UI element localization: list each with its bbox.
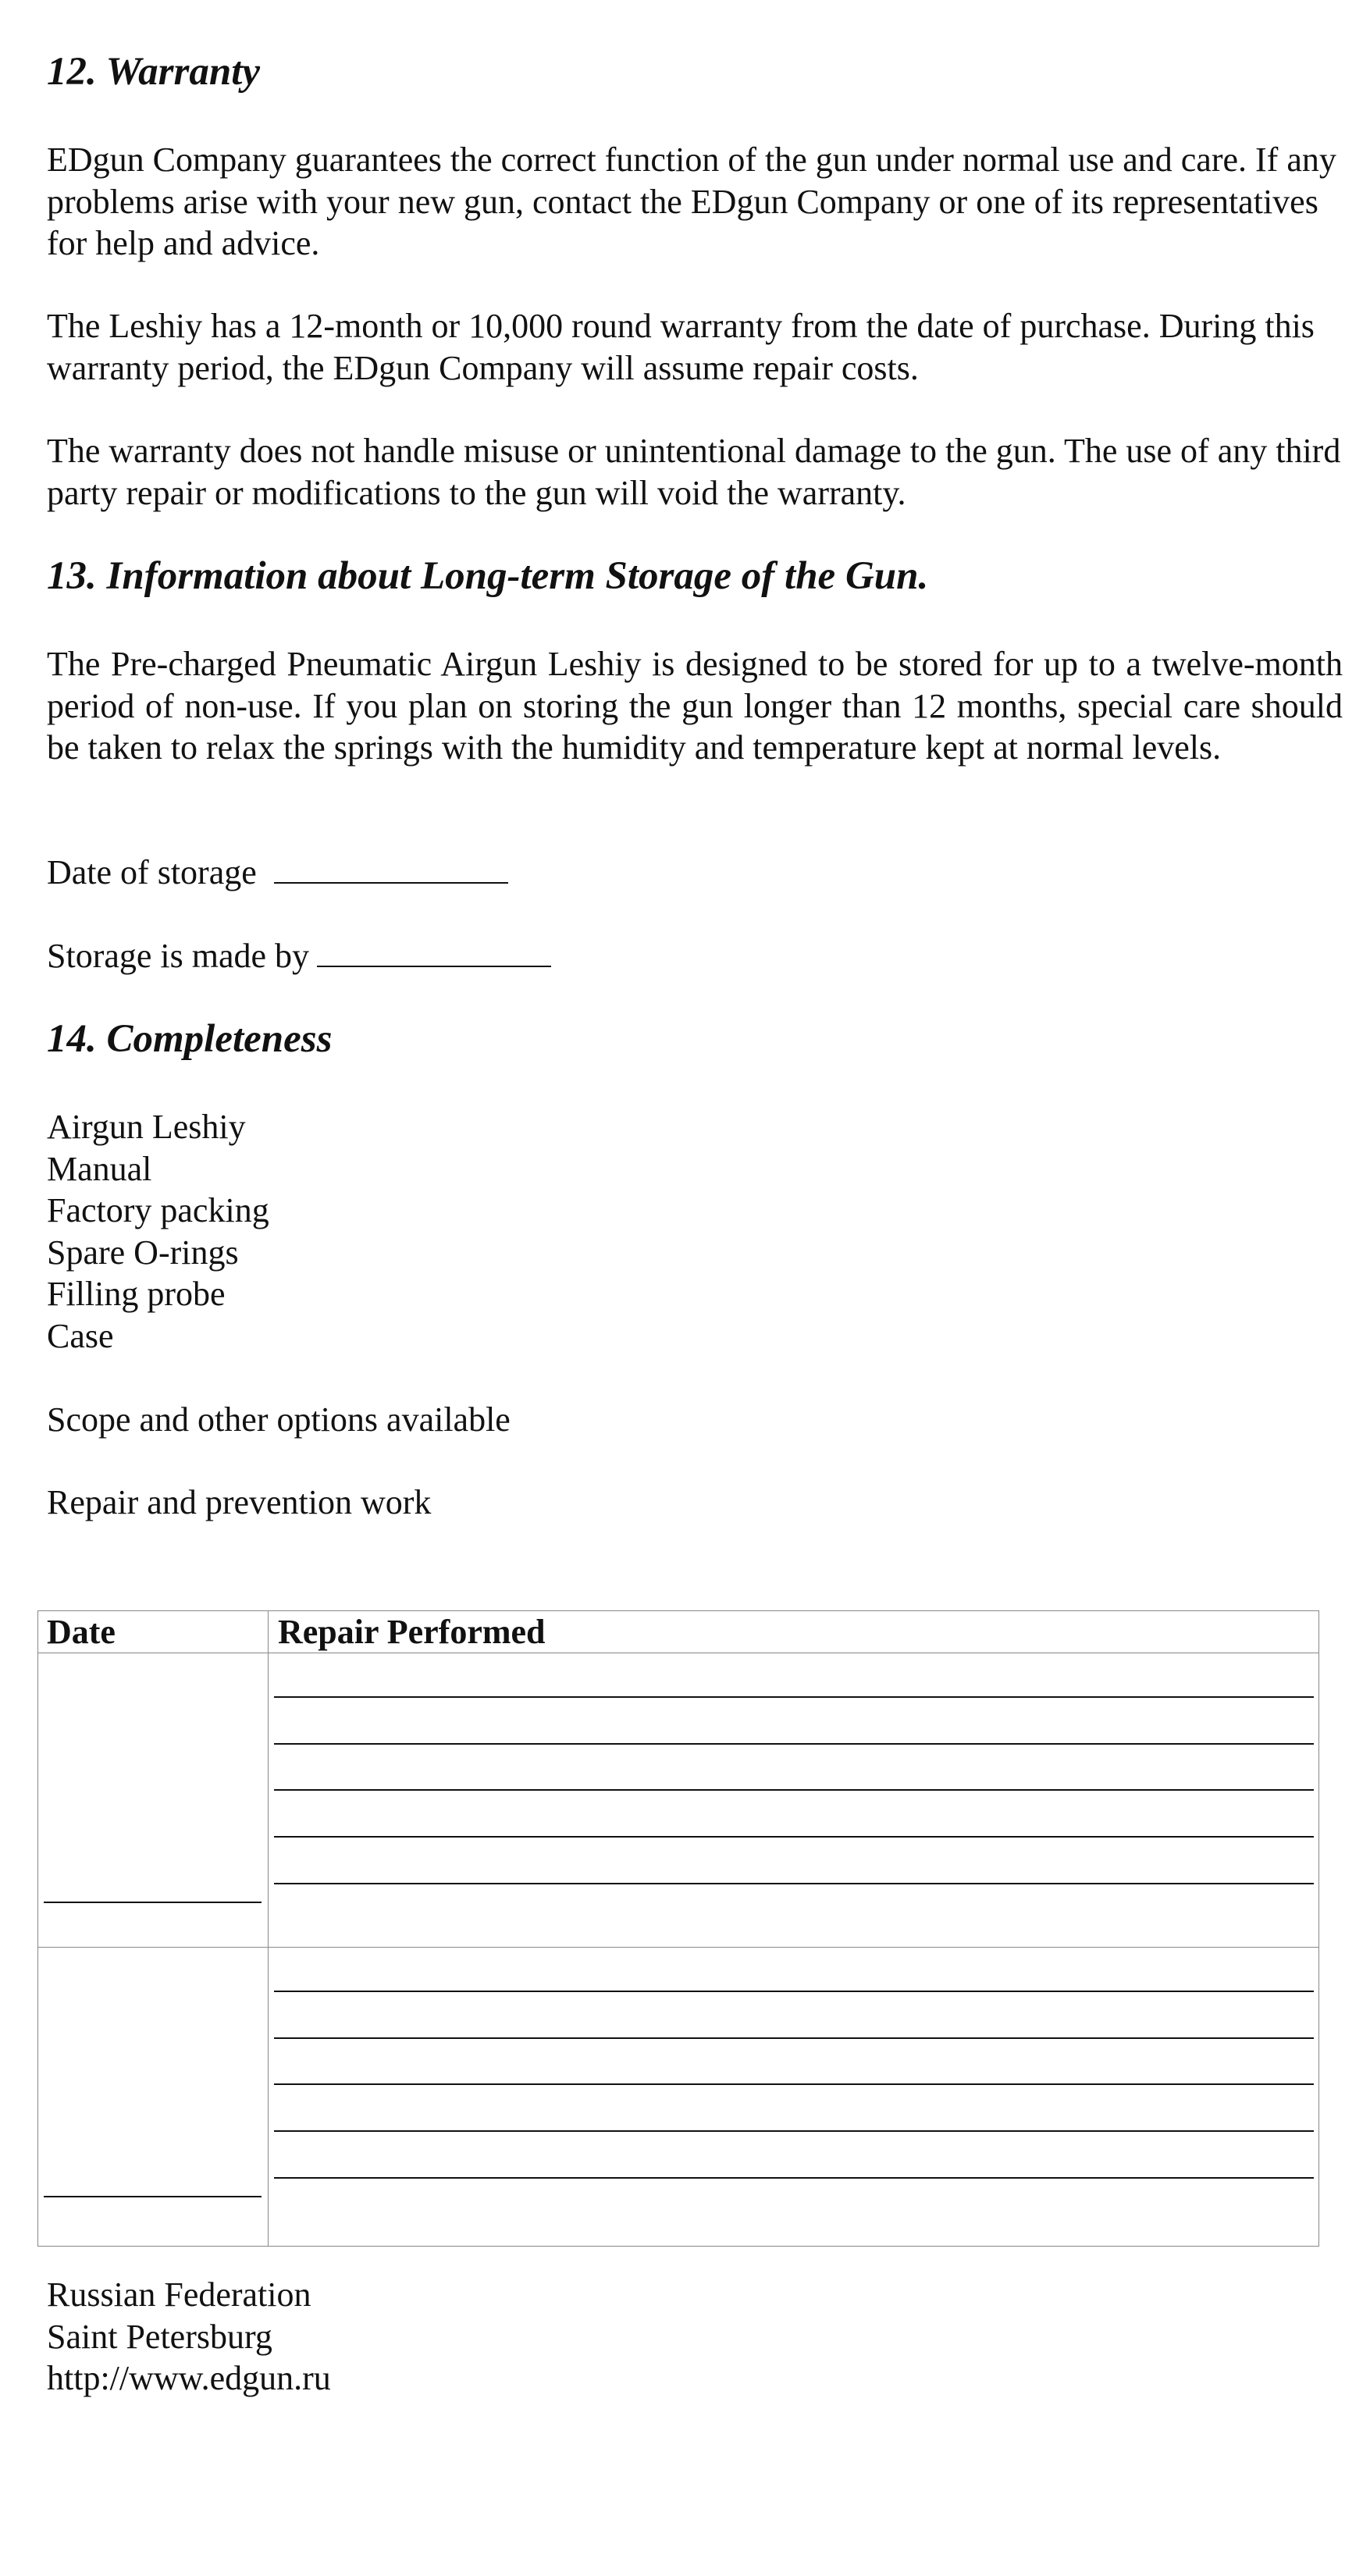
column-header-repair: Repair Performed — [278, 1613, 546, 1651]
repair-line[interactable] — [274, 1991, 1314, 1992]
repair-line[interactable] — [274, 1696, 1314, 1698]
storage-date-label: Date of storage — [47, 853, 257, 891]
options-note: Scope and other options available — [47, 1400, 511, 1439]
storage-made-by-blank — [317, 966, 551, 967]
storage-date-row — [47, 852, 508, 894]
repair-line[interactable] — [274, 2177, 1314, 2179]
section-heading-storage: 13. Information about Long-term Storage of the Gun. — [47, 554, 929, 598]
repair-note: Repair and prevention work — [47, 1483, 432, 1521]
warranty-paragraph-3: The warranty does not handle misuse or unintentional damage to the gun. The use of any third party repair or modifications to the gun will void the warranty. — [47, 432, 1341, 512]
section-heading-completeness: 14. Completeness — [47, 1017, 333, 1061]
list-item: Manual — [47, 1149, 152, 1188]
storage-made-by-label: Storage is made by — [47, 937, 310, 975]
storage-made-by-row — [47, 935, 551, 977]
list-item: Case — [47, 1316, 114, 1355]
repair-table — [37, 1610, 1319, 2247]
list-item: Factory packing — [47, 1191, 269, 1229]
warranty-paragraph-2: The Leshiy has a 12-month or 10,000 round warranty from the date of purchase. During this warranty period, the EDgun Company will assume repair costs. — [47, 307, 1315, 387]
completeness-list — [47, 1106, 269, 1357]
storage-paragraph: The Pre-charged Pneumatic Airgun Leshiy is designed to be stored for up to a twelve-month period of non-use. If you plan on storing the gun longer than 12 months, special care should be taken to relax the springs with the humidity and temperature kept at normal levels. — [47, 645, 1343, 767]
repair-line[interactable] — [274, 2130, 1314, 2132]
column-header-date: Date — [47, 1613, 116, 1651]
repair-line[interactable] — [274, 1789, 1314, 1791]
row-divider — [38, 1947, 1318, 1948]
column-divider — [268, 1611, 269, 2246]
repair-line[interactable] — [274, 1836, 1314, 1838]
footer-country: Russian Federation — [47, 2275, 311, 2314]
repair-line[interactable] — [274, 2083, 1314, 2085]
list-item: Airgun Leshiy — [47, 1108, 246, 1146]
date-blank[interactable] — [44, 1902, 262, 1903]
section-heading-warranty: 12. Warranty — [47, 50, 261, 94]
list-item: Filling probe — [47, 1275, 226, 1313]
footer-city: Saint Petersburg — [47, 2317, 272, 2356]
repair-line[interactable] — [274, 2037, 1314, 2039]
storage-date-blank — [274, 882, 508, 884]
warranty-paragraph-1: EDgun Company guarantees the correct function of the gun under normal use and care. If any problems arise with your new gun, contact the EDgun Company or one of its representatives for help and advice. — [47, 141, 1336, 262]
list-item: Spare O-rings — [47, 1233, 239, 1272]
footer-address — [47, 2274, 331, 2400]
date-blank[interactable] — [44, 2196, 262, 2197]
repair-line[interactable] — [274, 1883, 1314, 1884]
repair-line[interactable] — [274, 1743, 1314, 1745]
footer-website-link[interactable]: http://www.edgun.ru — [47, 2359, 331, 2397]
